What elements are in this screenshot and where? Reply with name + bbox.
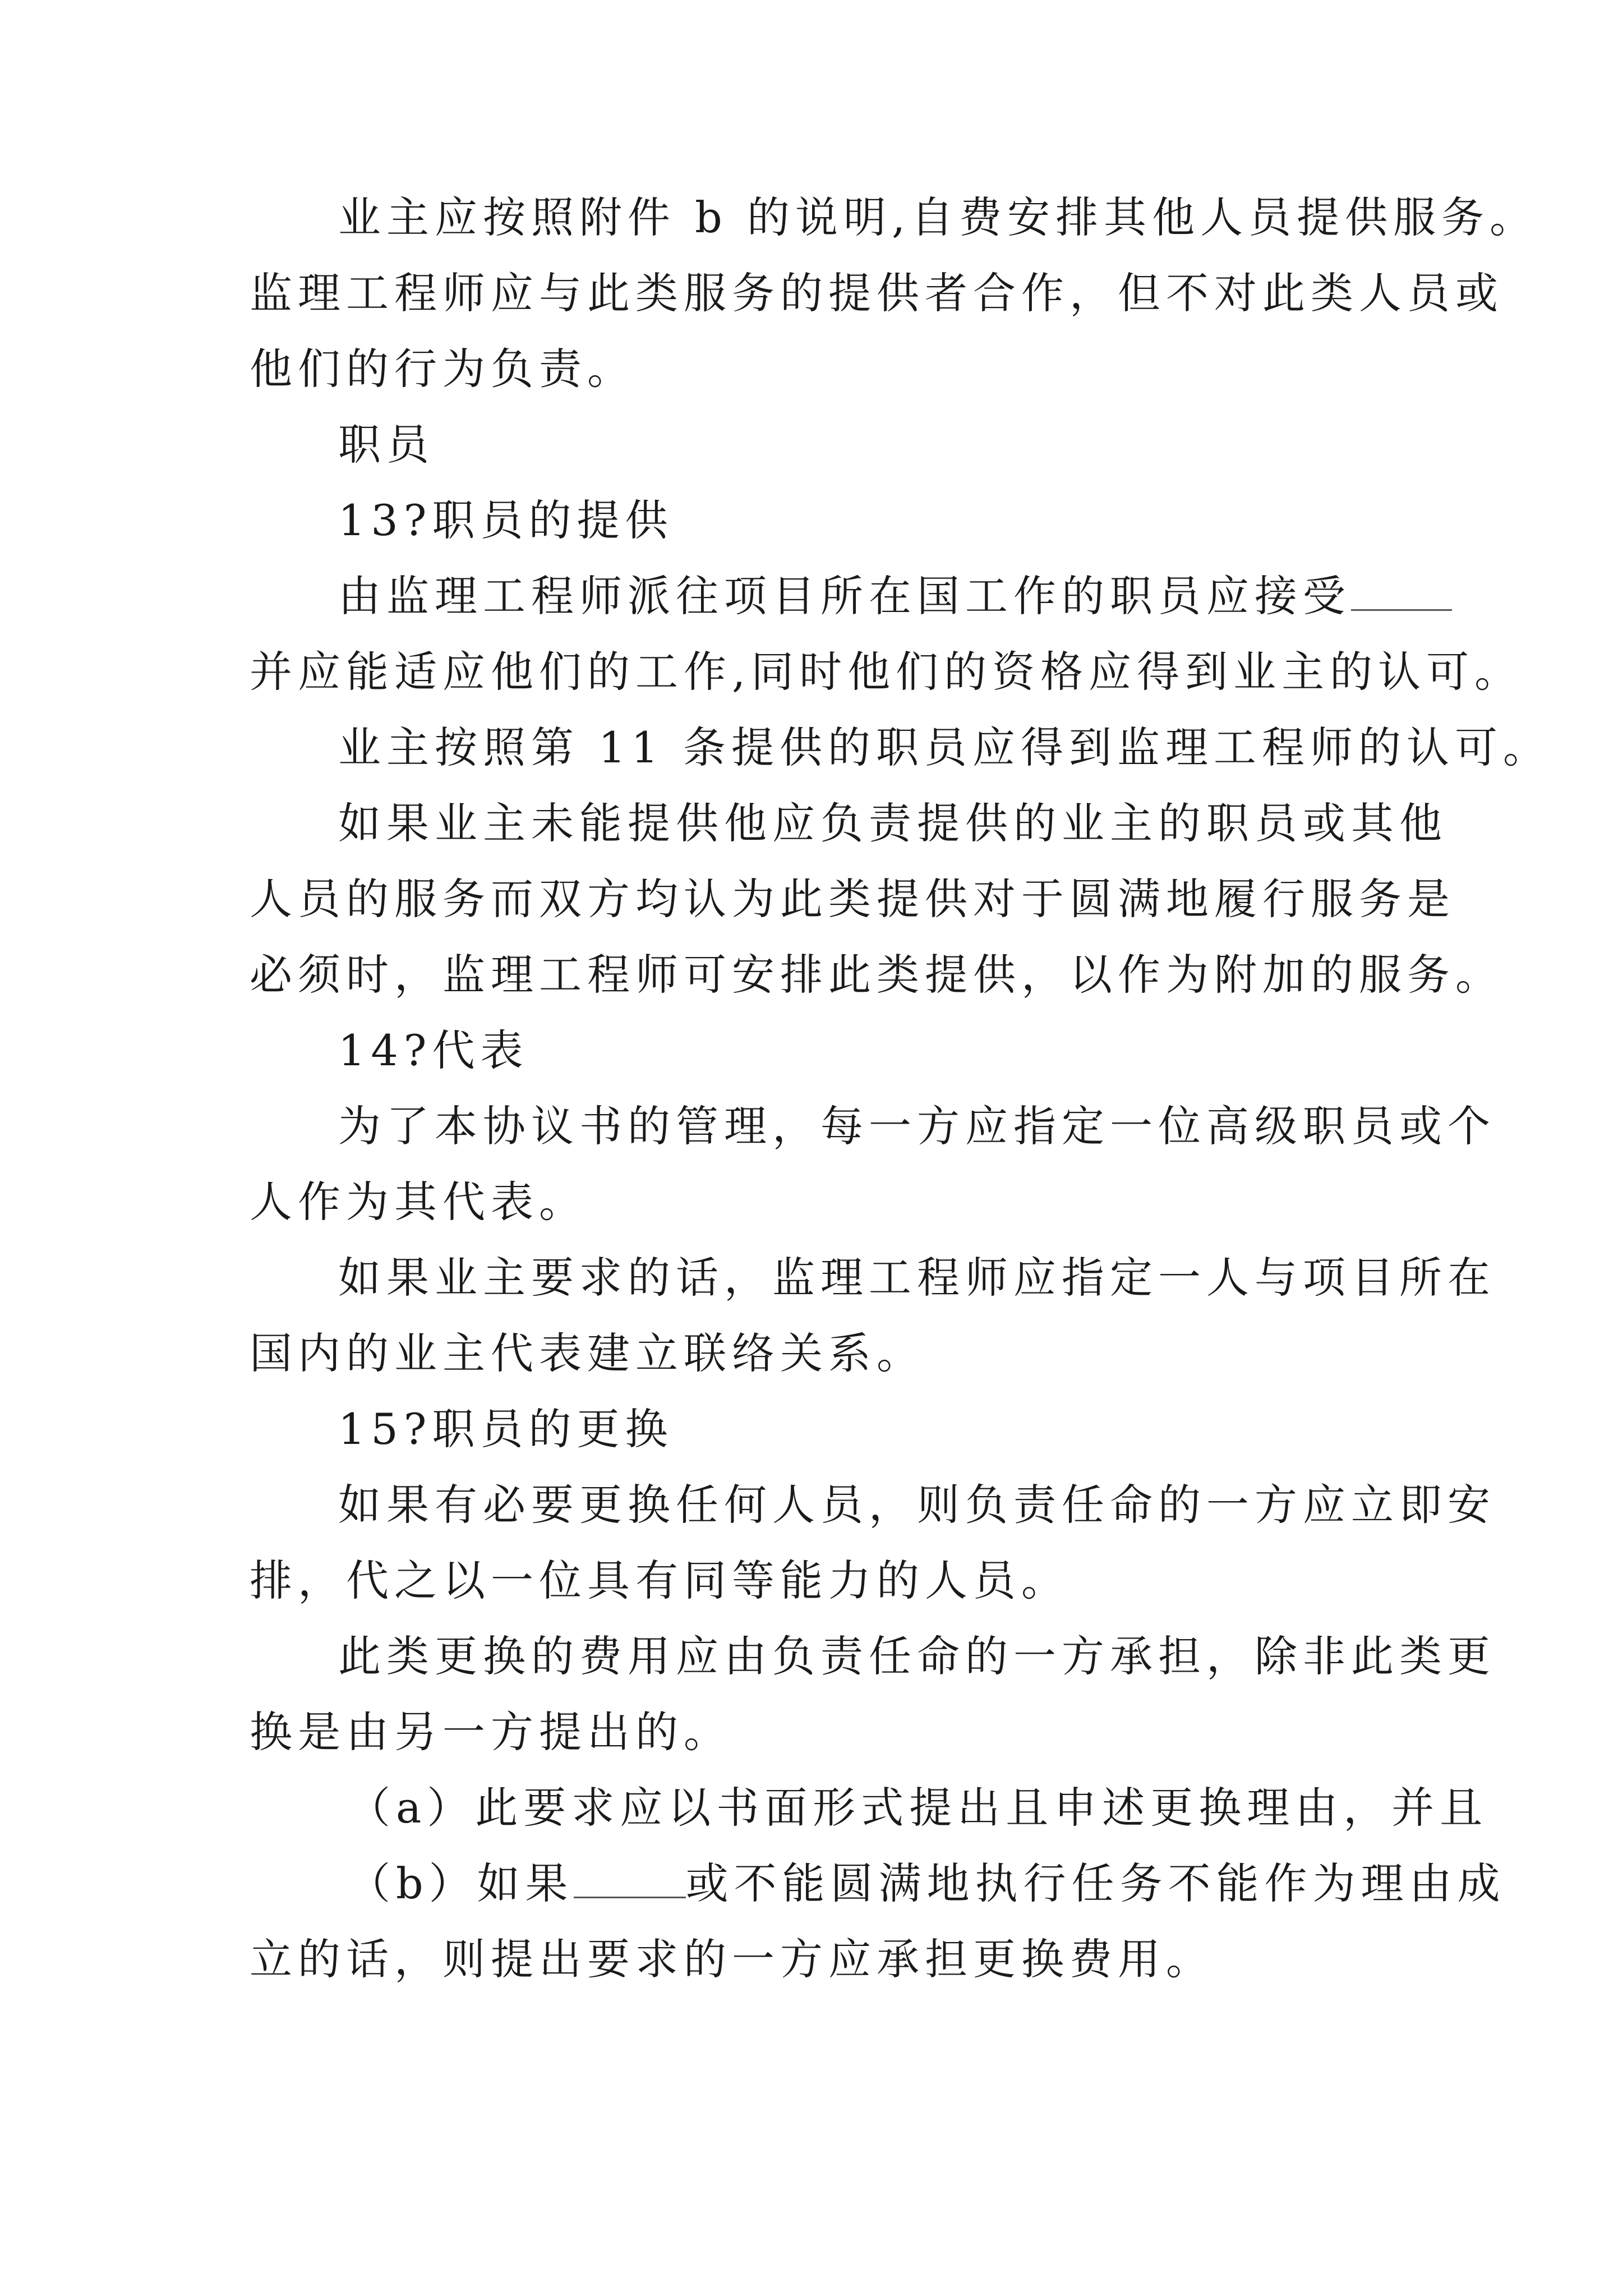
paragraph-line: 人作为其代表。 bbox=[250, 1177, 587, 1227]
paragraph-line: 换是由另一方提出的。 bbox=[250, 1707, 732, 1757]
paragraph-line: 如果业主要求的话，监理工程师应指定一人与项目所在 bbox=[338, 1253, 1496, 1303]
paragraph-line: 业主应按照附件 b 的说明,自费安排其他人员提供服务。 bbox=[338, 192, 1538, 242]
paragraph-line: 如果有必要更换任何人员，则负责任命的一方应立即安 bbox=[338, 1480, 1496, 1530]
paragraph-line: 业主按照第 11 条提供的职员应得到监理工程师的认可。 bbox=[338, 723, 1552, 772]
paragraph-line: 国内的业主代表建立联络关系。 bbox=[250, 1328, 925, 1378]
paragraph-line: 此类更换的费用应由负责任命的一方承担，除非此类更 bbox=[338, 1631, 1496, 1681]
paragraph-line: 如果业主未能提供他应负责提供的业主的职员或其他 bbox=[338, 798, 1447, 848]
clause-heading: 15?职员的更换 bbox=[338, 1404, 674, 1454]
fill-in-blank bbox=[574, 1857, 686, 1898]
paragraph-line: 必须时，监理工程师可安排此类提供，以作为附加的服务。 bbox=[250, 950, 1504, 1000]
clause-heading: 13?职员的提供 bbox=[338, 495, 674, 545]
paragraph-line: 为了本协议书的管理，每一方应指定一位高级职员或个 bbox=[338, 1101, 1496, 1151]
list-item-b bbox=[348, 1857, 1506, 1911]
paragraph-line: 排，代之以一位具有同等能力的人员。 bbox=[250, 1556, 1069, 1605]
paragraph-line: 人员的服务而双方均认为此类提供对于圆满地履行服务是 bbox=[250, 874, 1455, 924]
paragraph-line: 并应能适应他们的工作,同时他们的资格应得到业主的认可。 bbox=[250, 647, 1523, 697]
clause-heading: 14?代表 bbox=[338, 1025, 529, 1075]
fill-in-blank bbox=[1351, 570, 1452, 611]
line-text: （b）如果 bbox=[348, 1858, 574, 1908]
section-heading: 职员 bbox=[338, 420, 435, 470]
paragraph-line bbox=[338, 569, 1393, 623]
paragraph-line: 监理工程师应与此类服务的提供者合作，但不对此类人员或 bbox=[250, 268, 1504, 318]
line-text: 由监理工程师派往项目所在国工作的职员应接受 bbox=[338, 571, 1351, 621]
paragraph-line: 他们的行为负责。 bbox=[250, 344, 635, 394]
list-item-a: （a）此要求应以书面形式提出且申述更换理由，并且 bbox=[348, 1783, 1488, 1833]
line-text: 或不能圆满地执行任务不能作为理由成 bbox=[685, 1858, 1506, 1908]
paragraph-line: 立的话，则提出要求的一方应承担更换费用。 bbox=[250, 1934, 1214, 1984]
